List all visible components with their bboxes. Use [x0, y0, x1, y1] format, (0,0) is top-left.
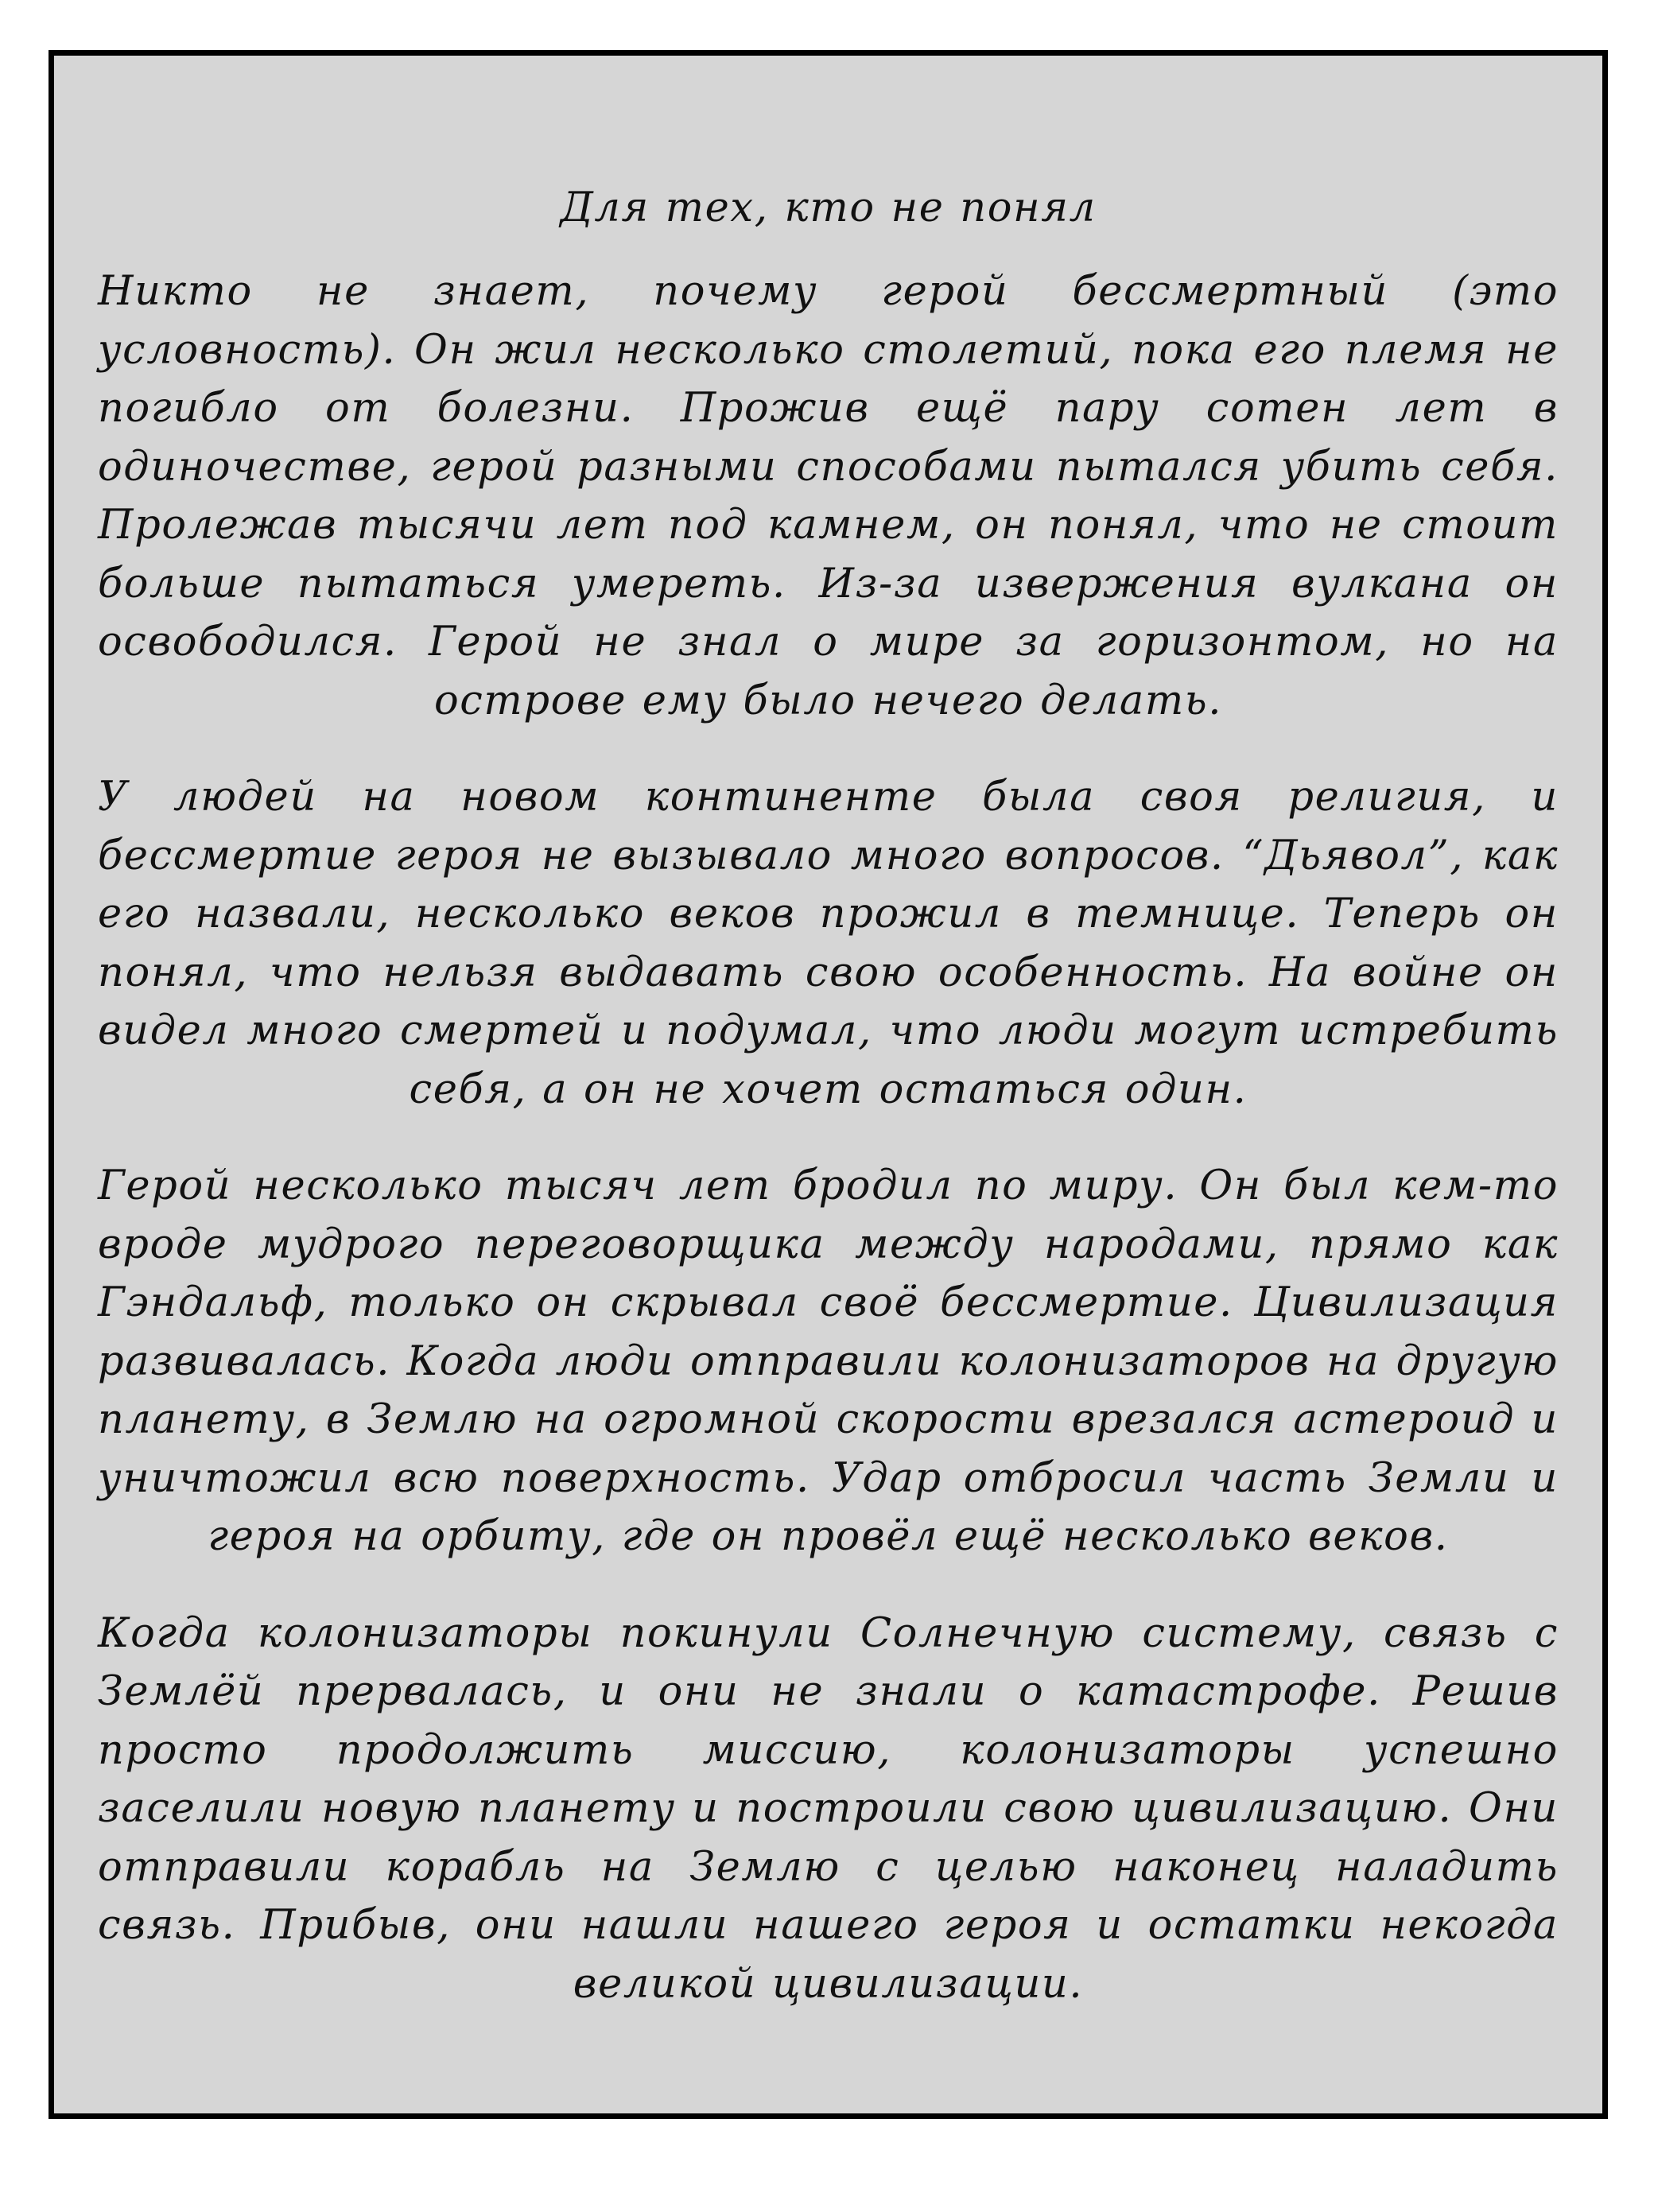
text-content — [98, 179, 1559, 2051]
paragraph-4: Когда колонизаторы покинули Солнечную систему, связь с Землёй прервалась, и они не знали о катастрофе. Решив просто продолжить миссию, колонизаторы успешно заселили новую планету и построили свою цивилизацию. Они отправили корабль на Землю с целью наконец наладить связь. Прибыв, они нашли нашего героя и остатки некогда великой цивилизации. — [98, 1609, 1559, 2008]
document-title: Для тех, кто не понял — [560, 184, 1097, 231]
paragraph-2: У людей на новом континенте была своя религия, и бессмертие героя не вызывало много вопросов. “Дьявол”, как его назвали, несколько веков прожил в темнице. Теперь он понял, что нельзя выдавать свою особенность. На войне он видел много смертей и подумал, что люди могут истребить себя, а он не хочет остаться один. — [98, 774, 1559, 1113]
paragraph-3: Герой несколько тысяч лет бродил по миру. Он был кем-то вроде мудрого переговорщика между народами, прямо как Гэндальф, только он скрывал своё бессмертие. Цивилизация развивалась. Когда люди отправили колонизаторов на другую планету, в Землю на огромной скорости врезался астероид и уничтожил всю поверхность. Удар отбросил часть Земли и героя на орбиту, где он провёл ещё несколько веков. — [98, 1162, 1559, 1560]
text-panel — [49, 50, 1608, 2119]
paragraph-1: Никто не знает, почему герой бессмертный (это условность). Он жил несколько столетий, пока его племя не погибло от болезни. Прожив ещё пару сотен лет в одиночестве, герой разными способами пытался убить себя. Пролежав тысячи лет под камнем, он понял, что не стоит больше пытаться умереть. Из-за извержения вулкана он освободился. Герой не знал о мире за горизонтом, но на острове ему было нечего делать. — [98, 268, 1559, 724]
